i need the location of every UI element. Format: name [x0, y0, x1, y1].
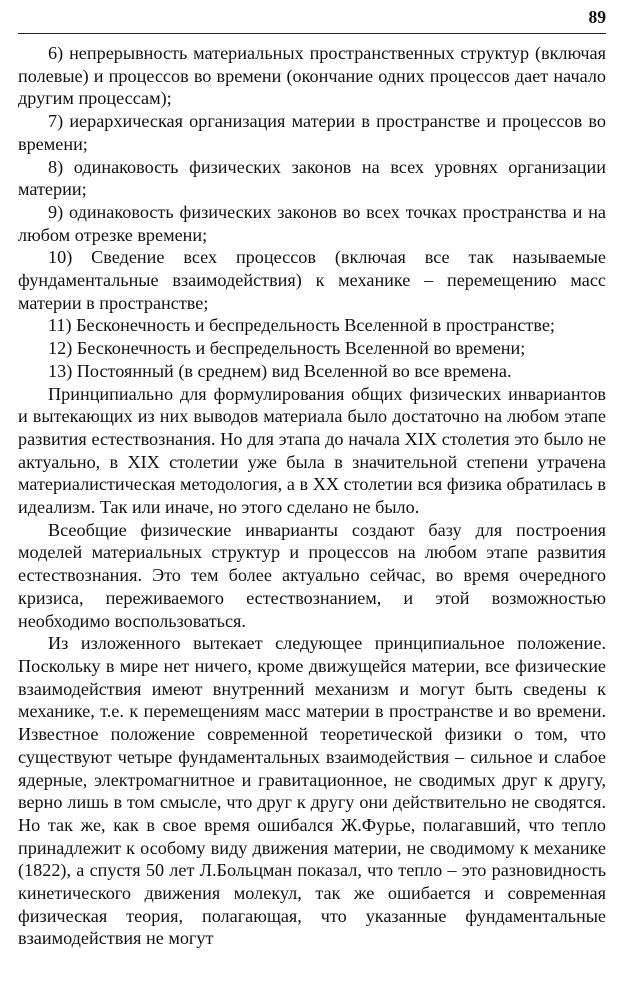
list-item-6: 6) непрерывность материальных пространственных структур (включая полевые) и процессов во времени (окончание одних процессов дает начало другим процессам); [18, 43, 606, 109]
paragraph: Всеобщие физические инварианты создают базу для построения моделей материальных структур и процессов на любом этапе развития естествознания. Это тем более актуально сейчас, во время очередного кризиса, переживаемого естествознанием, и этой возможностью необходимо воспользоваться. [18, 519, 606, 631]
page-body [18, 42, 606, 950]
list-item-12: 12) Бесконечность и беспредельность Вселенной во времени; [48, 338, 526, 359]
list-item-11: 11) Бесконечность и беспредельность Вселенной в пространстве; [48, 315, 555, 336]
list-item-10: 10) Сведение всех процессов (включая все так называемые фундаментальные взаимодействия) к механике – перемещению масс материи в пространстве; [18, 247, 606, 313]
page-header [18, 0, 606, 34]
paragraph: Из изложенного вытекает следующее принципиальное положение. Поскольку в мире нет ничего, кроме движущейся материи, все физические взаимодействия имеют внутренний механизм и могут быть сведены к механике, т.е. к перемещениям масс материи в пространстве и во времени. Известное положение современной теоретической физики о том, что существуют четыре фундаментальных взаимодействия – сильное и слабое ядерные, электромагнитное и гравитационное, не сводимых друг к другу, верно лишь в том смысле, что друг к другу они действительно не сводятся. Но так же, как в свое время ошибался Ж.Фурье, полагавший, что тепло принадлежит к особому виду движения материи, не сводимому к механике (1822), а спустя 50 лет Л.Больцман показал, что тепло – это разновидность кинетического движения молекул, так же ошибается и современная физическая теория, полагающая, что указанные фундаментальные взаимодействия не могут [18, 633, 606, 949]
list-item-7: 7) иерархическая организация материи в пространстве и процессов во времени; [18, 111, 606, 154]
paragraph: Принципиально для формулирования общих физических инвариантов и вытекающих из них выводов материала было достаточно на любом этапе развития естествознания. Но для этапа до начала XIX столетия это было не актуально, в XIX столетии уже была в значительной степени утрачена материалистическая методология, а в XX столетии вся физика обратилась в идеализм. Так или иначе, но этого сделано не было. [18, 383, 606, 518]
page-number: 89 [588, 7, 606, 27]
list-item-13: 13) Постоянный (в среднем) вид Вселенной во все времена. [48, 360, 512, 381]
list-item-9: 9) одинаковость физических законов во всех точках пространства и на любом отрезке времени; [18, 201, 606, 245]
list-item-8: 8) одинаковость физических законов на всех уровнях организации материи; [18, 156, 606, 200]
